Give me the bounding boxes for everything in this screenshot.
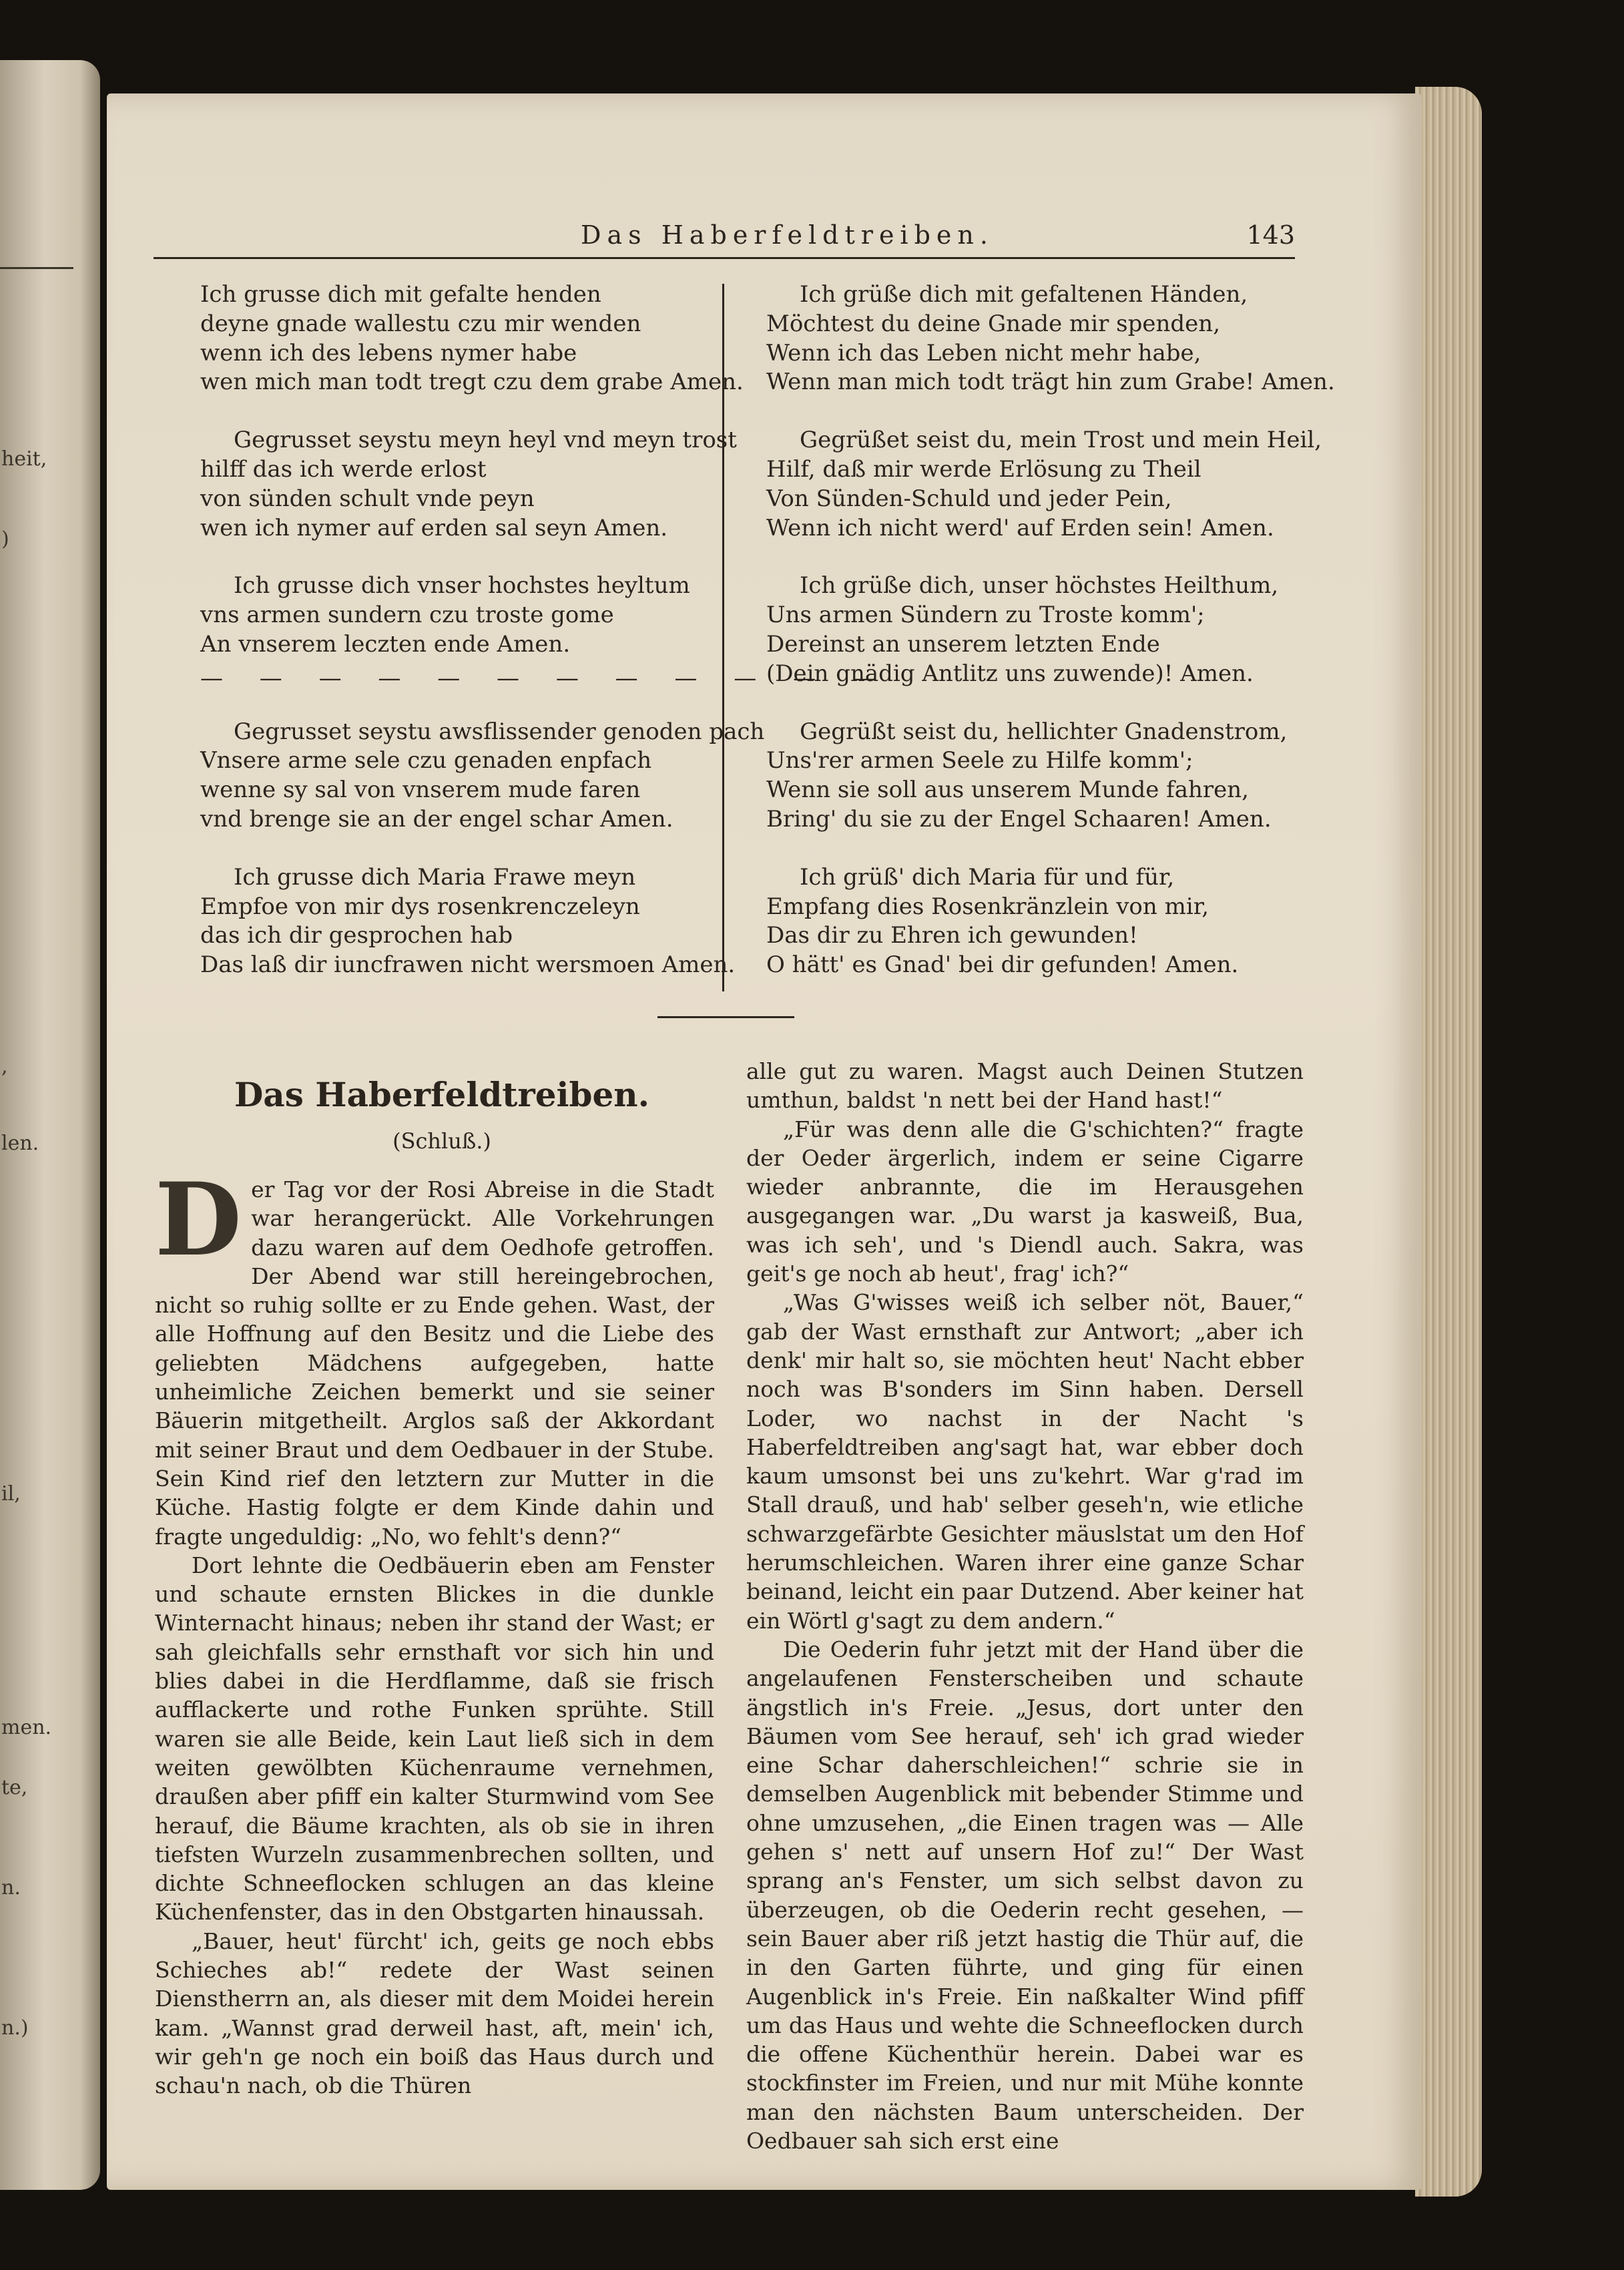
story-paragraph: Dort lehnte die Oedbäuerin eben am Fenster und schaute ernsten Blickes in die dunkle Winternacht hinaus; neben ihr stand der Wast; er sah gleichfalls sehr ernsthaft vor sich hin und blies dabei in die Herdflamme, daß sie frisch aufflackerte und rothe Funken sprühte. Still waren sie alle Beide, kein Laut ließ sich in dem weiten gewölbten Küchenraume vernehmen, draußen aber pfiff ein kalter Sturmwind vom See herauf, die Bäume krachten, als ob sie in ihren tiefsten Wurzeln zusammenbrechen sollten, und dichte Schneeflocken schlugen an das kleine Küchenfenster, das in den Obstgarten hinaussah. (155, 1552, 714, 1925)
poem-line: wenne sy sal von vnserem mude faren (200, 776, 641, 804)
poem-line: Gegrusset seystu awsflissender genoden pach (234, 718, 765, 745)
running-header (154, 217, 1295, 259)
poem-line: Vnsere arme sele czu genaden enpfach (200, 747, 652, 774)
story-column-right (746, 1057, 1304, 2155)
poem-stanza (200, 426, 737, 543)
poem-line: Gegrusset seystu meyn heyl vnd meyn trost (234, 427, 737, 454)
section-divider (657, 1016, 794, 1018)
margin-fragment: heit, (1, 447, 47, 471)
poem-line: Empfoe von mir dys rosenkrenczeleyn (200, 893, 640, 920)
poem-line: Ich grüß' dich Maria für und für, (800, 863, 1175, 891)
poem-line: Ich grüße dich, unser höchstes Heilthum, (800, 572, 1279, 600)
poem-line: Ich grüße dich mit gefaltenen Händen, (800, 281, 1248, 308)
poem-line: wen mich man todt tregt czu dem grabe Amen. (200, 369, 744, 396)
poem-line: Wenn ich das Leben nicht mehr habe, (766, 339, 1201, 367)
margin-fragment: n. (1, 1876, 21, 1899)
story-column-left (155, 1161, 714, 2100)
poem-line: Wenn sie soll aus unserem Munde fahren, (766, 776, 1249, 804)
margin-fragment: te, (1, 1776, 28, 1799)
poem-stanza (766, 572, 1300, 688)
poem-line: Ich grusse dich mit gefalte henden (200, 281, 601, 308)
poem-stanza (766, 280, 1335, 397)
header-title: Das Haberfeldtreiben. (581, 220, 994, 250)
poem-line: deyne gnade wallestu czu mir wenden (200, 310, 641, 337)
poem-stanza (766, 863, 1300, 980)
story-paragraph (155, 1161, 714, 1551)
poem-line: Bring' du sie zu der Engel Schaaren! Amen. (766, 805, 1272, 833)
poem-line: An vnserem leczten ende Amen. (200, 630, 571, 658)
margin-fragment: , (1, 1055, 8, 1078)
poem-line: Uns armen Sündern zu Troste komm'; (766, 602, 1205, 629)
book-page-stack (1415, 87, 1482, 2197)
poem-line: das ich dir gesprochen hab (200, 922, 513, 949)
poem-stanza (766, 426, 1322, 543)
story-paragraph-text: er Tag vor der Rosi Abreise in die Stadt war herangerückt. Alle Vorkehrungen dazu waren auf dem Oedhofe getroffen. Der Abend war still hereingebrochen, nicht so ruhig sollte er zu Ende gehen. Wast, der alle Hoffnung auf den Besitz und die Liebe des geliebten Mädchens aufgegeben, hatte unheimliche Zeichen bemerkt und sie seiner Bäuerin mitgetheilt. Arglos saß der Akkordant mit seiner Braut und dem Oedbauer in der Stube. Sein Kind rief den letztern zur Mutter in die Küche. Hastig folgte er dem Kinde dahin und fragte ungeduldig: „No, wo fehlt's denn?“ (155, 1176, 714, 1550)
poem-stanza (200, 572, 714, 659)
poem-line: (Dein gnädig Antlitz uns zuwende)! Amen. (766, 660, 1254, 687)
margin-rule (0, 267, 73, 269)
story-paragraph: Die Oederin fuhr jetzt mit der Hand über die angelaufenen Fensterscheiben und schaute ängstlich in's Freie. „Jesus, dort unter den Bäumen vom See herauf, seh' ich grad wieder eine Schar daherschleichen!“ schrie sie in demselben Augenblick mit bebender Stimme und ohne umzusehen, „die Einen tragen was — Alle gehen s' nett auf unsern Hof zu!“ Der Wast sprang an's Fenster, um sich selbst davon zu überzeugen, ob die Oederin recht gesehen, — sein Bauer aber riß jetzt hastig die Thür auf, die in den Garten führte, und ging für einen Augenblick in's Freie. Ein naßkalter Wind pfiff um das Haus und wehte die Schneeflocken durch die offene Küchenthür herein. Dabei war es stockfinster im Freien, und nur mit Mühe konnte man den nächsten Baum unterscheiden. Der Oedbauer sah sich erst eine (746, 1636, 1304, 2154)
margin-fragment: il, (1, 1482, 21, 1506)
poem-line: Ich grusse dich Maria Frawe meyn (234, 863, 636, 891)
dash-rule: — — — — — — — — — — — — (200, 664, 890, 692)
poem-line: Möchtest du deine Gnade mir spenden, (766, 310, 1220, 337)
poem-line: hilff das ich werde erlost (200, 455, 487, 483)
story-paragraph: „Bauer, heut' fürcht' ich, geits ge noch ebbs Schieches ab!“ redete der Wast seinen Dienstherrn an, als dieser mit dem Moidei herein kam. „Wannst grad derweil hast, aft, mein' ich, wir geh'n ge noch ein boiß das Haus durch und schau'n nach, ob die Thüren (155, 1927, 714, 2099)
poem-line: Ich grusse dich vnser hochstes heyltum (234, 572, 690, 600)
poem-line: Von Sünden-Schuld und jeder Pein, (766, 485, 1172, 512)
poem-line: Gegrüßt seist du, hellichter Gnadenstrom, (800, 718, 1288, 745)
poem-old-german (200, 280, 890, 1009)
poem-stanza (200, 280, 744, 397)
story-subtitle: (Schluß.) (392, 1128, 491, 1154)
poem-line: Wenn man mich todt trägt hin zum Grabe! Amen. (766, 369, 1335, 396)
poem-line: Das dir zu Ehren ich gewunden! (766, 922, 1138, 949)
poem-line: Empfang dies Rosenkränzlein von mir, (766, 893, 1209, 920)
poem-line: Gegrüßet seist du, mein Trost und mein Heil, (800, 427, 1322, 454)
poem-line: von sünden schult vnde peyn (200, 485, 535, 512)
poem-stanza (200, 863, 736, 980)
page-number: 143 (1246, 220, 1295, 250)
poem-line: vnd brenge sie an der engel schar Amen. (200, 805, 673, 833)
poem-line: Uns'rer armen Seele zu Hilfe komm'; (766, 747, 1193, 774)
drop-cap: D (155, 1161, 242, 1279)
poem-stanza (766, 718, 1300, 835)
poem-line: Dereinst an unserem letzten Ende (766, 630, 1160, 658)
story-paragraph: „Für was denn alle die G'schichten?“ fragte der Oeder ärgerlich, indem er seine Cigarre wieder anbrannte, die im Herausgehen ausgegangen war. „Du warst ja kasweiß, Bua, was ich seh', und 's Diendl auch. Sakra, was geit's ge noch ab heut', frag' ich?“ (746, 1116, 1304, 1287)
facing-page-edge (0, 60, 100, 2190)
margin-fragment: n.) (1, 2016, 29, 2040)
poem-line: vns armen sundern czu troste gome (200, 602, 614, 629)
poem-line: O hätt' es Gnad' bei dir gefunden! Amen. (766, 951, 1239, 979)
margin-fragment: men. (1, 1716, 52, 1739)
poem-line: wenn ich des lebens nymer habe (200, 339, 577, 367)
poem-line: Das laß dir iuncfrawen nicht wersmoen Amen. (200, 951, 736, 979)
margin-fragment: ) (1, 527, 9, 551)
poem-line: Wenn ich nicht werd' auf Erden sein! Amen. (766, 514, 1274, 541)
poem-stanza (200, 718, 765, 835)
story-title: Das Haberfeldtreiben. (234, 1075, 650, 1114)
story-paragraph: „Was G'wisses weiß ich selber nöt, Bauer,“ gab der Wast ernsthaft zur Antwort; „aber ich denk' mir halt so, sie möchten heut' Nacht ebber noch was B'sonders im Sinn haben. Dersell Loder, wo nachst in der Nacht 's Haberfeldtreiben ang'sagt hat, war ebber doch kaum umsonst bei uns zu'kehrt. War g'rad im Stall drauß, und hab' selber geseh'n, wie etliche schwarzgefärbte Gesichter mäuslstat um den Hof herumschleichen. Waren ihrer eine ganze Schar beinand, leicht ein paar Dutzend. Aber keiner hat ein Wörtl g'sagt zu dem andern.“ (746, 1289, 1304, 1634)
poem-modern-german (766, 280, 1335, 1009)
margin-fragment: len. (1, 1132, 39, 1155)
poem-line: wen ich nymer auf erden sal seyn Amen. (200, 514, 668, 541)
poem-line: Hilf, daß mir werde Erlösung zu Theil (766, 455, 1201, 483)
story-paragraph: alle gut zu waren. Magst auch Deinen Stutzen umthun, baldst 'n nett bei der Hand hast!“ (746, 1058, 1304, 1114)
